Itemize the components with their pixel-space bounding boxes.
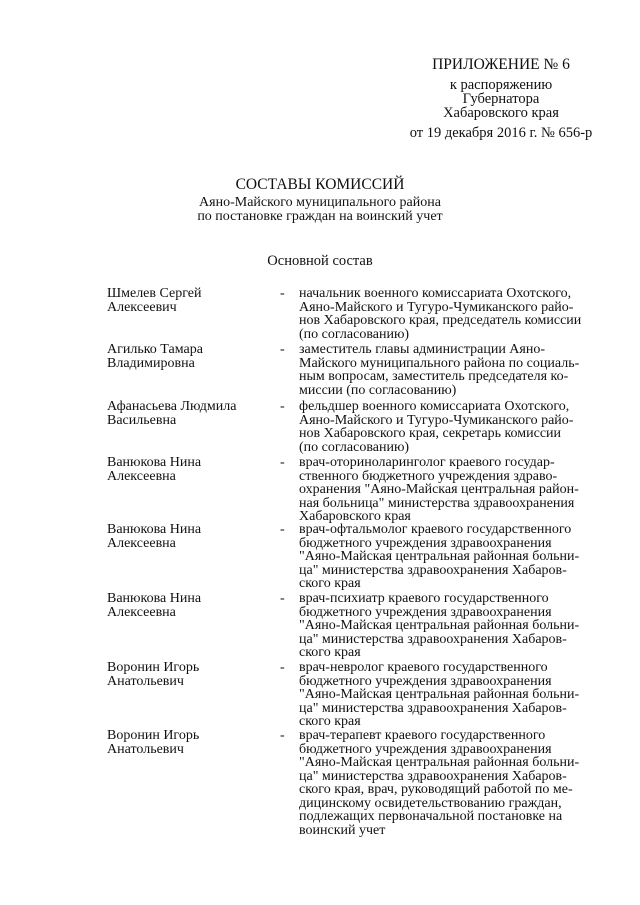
desc-line: охранения "Аяно-Майская центральная район- <box>299 482 579 497</box>
member-description <box>299 343 603 397</box>
desc-line: (по согласованию) <box>299 326 410 342</box>
desc-line: Аяно-Майского и Тугуро-Чумиканского райо- <box>299 412 574 428</box>
dash: - <box>280 399 285 414</box>
desc-line: миссии (по согласованию) <box>299 382 457 398</box>
member-description <box>299 400 603 454</box>
desc-line: бюджетного учреждения здравоохранения <box>299 673 552 689</box>
desc-line: ная больница" министерства здравоохранения <box>299 495 575 511</box>
dash: - <box>280 342 285 357</box>
desc-line: нов Хабаровского края, председатель комиссии <box>299 313 582 328</box>
member-description <box>299 287 603 341</box>
desc-line: ского края, врач, руководящий работой по ме- <box>299 782 573 797</box>
desc-line: врач-невролог краевого государственного <box>299 660 548 675</box>
heading <box>0 177 640 224</box>
member-name-line: Анатольевич <box>107 673 184 689</box>
member-name-line: Владимировна <box>107 355 195 371</box>
member-name-line: Шмелев Сергей <box>107 286 202 301</box>
member-row <box>0 592 640 661</box>
member-name-line: Афанасьева Людмила <box>107 399 237 414</box>
member-description <box>299 592 603 660</box>
annex-line: к распоряжению <box>449 77 553 93</box>
desc-line: ным вопросам, заместитель председателя ко- <box>299 369 569 384</box>
annex-line: Хабаровского края <box>443 105 559 121</box>
member-row <box>0 343 640 400</box>
member-name-line: Воронин Игорь <box>107 728 200 743</box>
member-name-line: Алексеевич <box>107 299 177 315</box>
desc-line: фельдшер военного комиссариата Охотского, <box>299 399 570 414</box>
member-name <box>107 729 277 756</box>
desc-line: начальник военного комиссариата Охотского, <box>299 286 572 301</box>
desc-line: подлежащих первоначальной постановке на <box>299 809 563 824</box>
desc-line: Хабаровского края <box>299 509 411 524</box>
member-name-line: Алексеевна <box>107 468 176 484</box>
desc-line: бюджетного учреждения здравоохранения <box>299 741 552 757</box>
annex-header <box>396 58 606 140</box>
member-row <box>0 400 640 456</box>
member-name-line: Ванюкова Нина <box>107 455 202 470</box>
member-name <box>107 523 277 550</box>
desc-line: ственного бюджетного учреждения здраво- <box>299 468 558 484</box>
member-name <box>107 287 277 314</box>
member-name <box>107 400 277 427</box>
desc-line: врач-психиатр краевого государственного <box>299 591 549 606</box>
desc-line: "Аяно-Майская центральная районная больни- <box>299 687 580 702</box>
heading-title: СОСТАВЫ КОМИССИЙ <box>235 176 405 193</box>
member-name-line: Ванюкова Нина <box>107 591 202 606</box>
member-row <box>0 661 640 729</box>
dash: - <box>280 286 285 301</box>
annex-line: Губернатора <box>462 91 540 107</box>
desc-line: бюджетного учреждения здравоохранения <box>299 535 552 551</box>
member-row <box>0 287 640 343</box>
desc-line: ца" министерства здравоохранения Хабаров- <box>299 562 567 578</box>
heading-line: Аяно-Майского муниципального района <box>199 195 441 210</box>
desc-line: Аяно-Майского и Тугуро-Чумиканского райо- <box>299 299 574 315</box>
member-name-line: Ванюкова Нина <box>107 522 202 537</box>
desc-line: дицинскому освидетельствованию граждан, <box>299 795 562 811</box>
desc-line: заместитель главы администрации Аяно- <box>299 342 546 357</box>
section-title: Основной состав <box>267 253 373 269</box>
member-name-line: Васильевна <box>107 412 177 428</box>
desc-line: ского края <box>299 576 361 591</box>
annex-title: ПРИЛОЖЕНИЕ № 6 <box>432 56 570 73</box>
member-description <box>299 661 603 729</box>
annex-date: от 19 декабря 2016 г. № 656-р <box>409 125 593 141</box>
desc-line: бюджетного учреждения здравоохранения <box>299 604 552 620</box>
member-row <box>0 523 640 592</box>
desc-line: воинский учет <box>299 822 386 838</box>
member-name-line: Агилько Тамара <box>107 342 203 357</box>
desc-line: ского края <box>299 714 361 729</box>
heading-line: по постановке граждан на воинский учет <box>197 209 443 224</box>
desc-line: "Аяно-Майская центральная районная больни- <box>299 755 580 770</box>
member-name-line: Воронин Игорь <box>107 660 200 675</box>
member-description <box>299 523 603 591</box>
dash: - <box>280 591 285 606</box>
dash: - <box>280 455 285 470</box>
desc-line: Майского муниципального района по социаль- <box>299 355 580 371</box>
dash: - <box>280 660 285 675</box>
desc-line: "Аяно-Майская центральная районная больни- <box>299 549 580 564</box>
desc-line: ца" министерства здравоохранения Хабаров- <box>299 700 567 716</box>
member-name <box>107 456 277 483</box>
dash: - <box>280 522 285 537</box>
member-name-line: Алексеевна <box>107 535 176 551</box>
desc-line: врач-офтальмолог краевого государственного <box>299 522 572 537</box>
desc-line: ца" министерства здравоохранения Хабаров- <box>299 631 567 647</box>
member-description <box>299 729 603 837</box>
desc-line: ца" министерства здравоохранения Хабаров- <box>299 768 567 784</box>
desc-line: нов Хабаровского края, секретарь комиссии <box>299 426 562 441</box>
member-name <box>107 592 277 619</box>
desc-line: "Аяно-Майская центральная районная больни- <box>299 618 580 633</box>
member-name-line: Анатольевич <box>107 741 184 757</box>
member-row <box>0 729 640 841</box>
dash: - <box>280 728 285 743</box>
member-name <box>107 661 277 688</box>
desc-line: ского края <box>299 645 361 660</box>
desc-line: врач-терапевт краевого государственного <box>299 728 546 743</box>
desc-line: врач-оториноларинголог краевого государ- <box>299 455 555 470</box>
member-description <box>299 456 603 524</box>
member-name <box>107 343 277 370</box>
members-list <box>0 287 640 841</box>
member-row <box>0 456 640 523</box>
desc-line: (по согласованию) <box>299 439 410 455</box>
member-name-line: Алексеевна <box>107 604 176 620</box>
